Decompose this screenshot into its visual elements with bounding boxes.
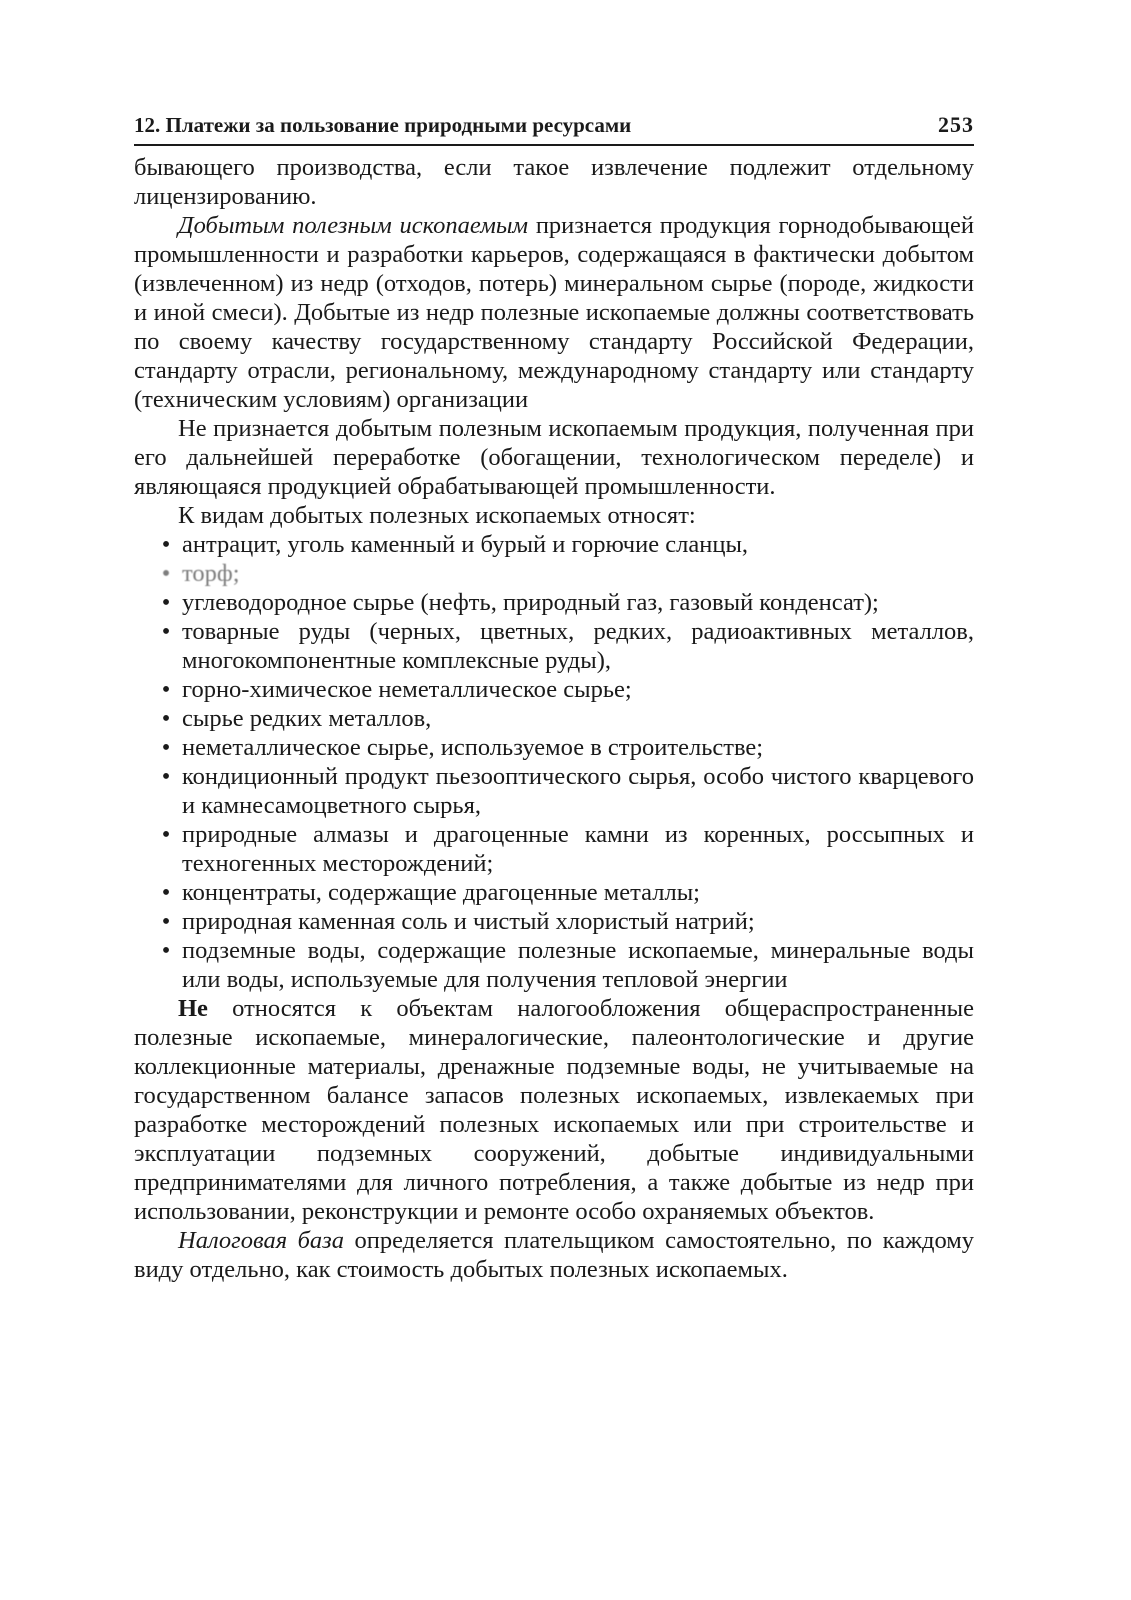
- list-item: • углеводородное сырье (нефть, природный газ, газовый конденсат);: [182, 588, 974, 617]
- paragraph-tax-base: [134, 1226, 974, 1284]
- paragraph-definition: [134, 211, 974, 414]
- bullet-icon: •: [161, 879, 171, 906]
- book-page: [134, 112, 974, 1284]
- paragraph-text: определяется плательщиком самостоятельно, по каждому виду отдельно, как стоимость добытых полезных ископаемых.: [134, 1227, 974, 1283]
- bullet-icon: •: [161, 618, 171, 645]
- page-number: 253: [938, 112, 974, 137]
- list-item: • товарные руды (черных, цветных, редких, радиоактивных металлов, многокомпонентные комплексные руды),: [182, 617, 974, 675]
- paragraph-exclusion: Не признается добытым полезным ископаемым продукция, полученная при его дальнейшей переработке (обогащении, технологическом переделе) и являющаяся продукцией обрабатывающей промышленности.: [134, 415, 974, 500]
- list-item: • горно-химическое неметаллическое сырье;: [182, 675, 974, 704]
- bullet-icon: •: [161, 763, 171, 790]
- list-item: • антрацит, уголь каменный и бурый и горючие сланцы,: [182, 530, 974, 559]
- list-item: • сырье редких металлов,: [182, 704, 974, 733]
- paragraph-text: относятся к объектам налогообложения общераспространенные полезные ископаемые, минералогические, палеонтологические и другие коллекционные материалы, дренажные подземные воды, не учитываемые на государственном балансе запасов полезных ископаемых, извлекаемых при разработке месторождений полезных ископаемых или при строительстве и эксплуатации подземных сооружений, добытые индивидуальными предпринимателями для личного потребления, а также добытые из недр при использовании, реконструкции и ремонте особо охраняемых объектов.: [134, 995, 974, 1225]
- bullet-icon: •: [161, 589, 171, 616]
- list-item: • торф;: [182, 559, 974, 588]
- defined-term: Налоговая база: [178, 1227, 344, 1254]
- bullet-icon: •: [161, 734, 171, 761]
- list-item: • неметаллическое сырье, используемое в строительстве;: [182, 733, 974, 762]
- paragraph-non-taxable: [134, 994, 974, 1226]
- chapter-title: 12. Платежи за пользование природными ресурсами: [134, 113, 632, 137]
- minerals-list: [134, 530, 974, 994]
- paragraph-text: признается продукция горнодобывающей промышленности и разработки карьеров, содержащаяся в фактически добытом (извлеченном) из недр (отходов, потерь) минеральном сырье (породе, жидкости и иной смеси). Добытые из недр полезные ископаемые должны соответствовать по своему качеству государственному стандарту Российской Федерации, стандарту отрасли, региональному, международному стандарту или стандарту (техническим условиям) организации: [134, 212, 974, 413]
- defined-term: Добытым полезным ископаемым: [178, 212, 529, 239]
- list-item: • концентраты, содержащие драгоценные металлы;: [182, 878, 974, 907]
- bullet-icon: •: [161, 676, 171, 703]
- bullet-icon: •: [161, 531, 171, 558]
- list-item: • природные алмазы и драгоценные камни из коренных, россыпных и техногенных месторождений;: [182, 820, 974, 878]
- running-header: [134, 112, 974, 146]
- page-body: [134, 153, 974, 1284]
- bullet-icon: •: [161, 821, 171, 848]
- bullet-icon: •: [161, 908, 171, 935]
- emphasis-lead: Не: [178, 995, 208, 1022]
- bullet-icon: •: [161, 560, 171, 587]
- list-item: • природная каменная соль и чистый хлористый натрий;: [182, 907, 974, 936]
- bullet-icon: •: [161, 937, 171, 964]
- list-intro: К видам добытых полезных ископаемых относят:: [178, 502, 696, 529]
- list-item: • подземные воды, содержащие полезные ископаемые, минеральные воды или воды, используемые для получения тепловой энергии: [182, 936, 974, 994]
- bullet-icon: •: [161, 705, 171, 732]
- paragraph-continuation: бывающего производства, если такое извлечение подлежит отдельному лицензированию.: [134, 154, 974, 210]
- list-item: • кондиционный продукт пьезооптического сырья, особо чистого кварцевого и камнесамоцветного сырья,: [182, 762, 974, 820]
